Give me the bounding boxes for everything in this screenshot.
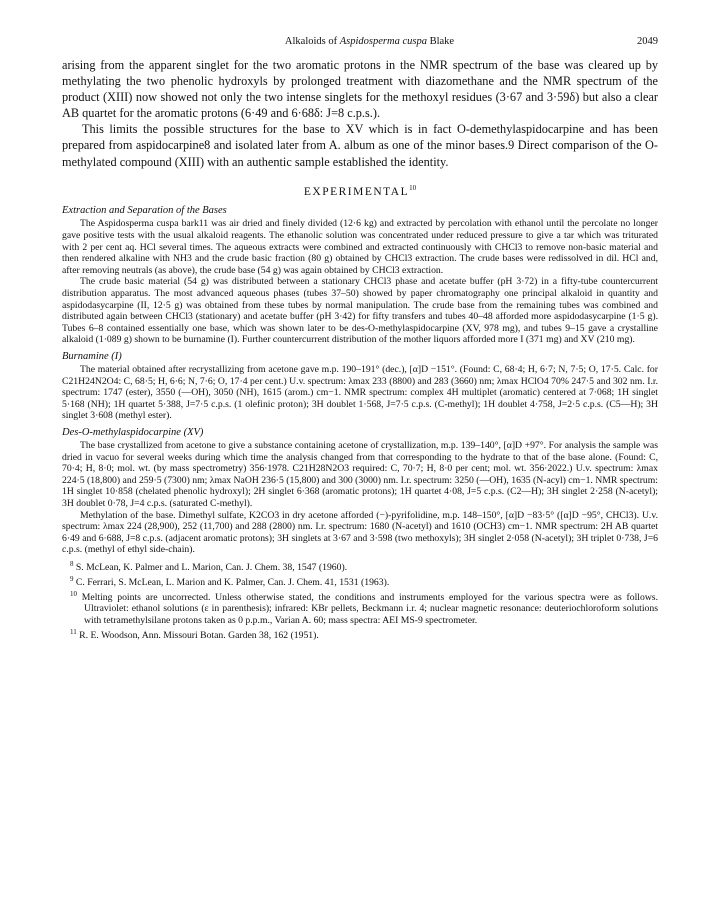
experimental-body [62, 205, 658, 555]
intro-paragraph: arising from the apparent singlet for the two aromatic protons in the NMR spectrum of the base was cleared up by methylating the two phenolic hydroxyls by prolonged treatment with diazomethane and the NMR spectrum of the product (XIII) now showed not only the two intense singlets for the methoxyl residues (3·67 and 3·59δ) but also a clear AB quartet for the aromatic protons (6·49 and 6·68δ: J=8 c.p.s.). [62, 58, 658, 121]
section-paragraph: Methylation of the base. Dimethyl sulfate, K2CO3 in dry acetone afforded (−)-pyrifolidine, m.p. 148–150°, [α]D −83·5° ([α]D −95°, CHCl3). U.v. spectrum: λmax 224 (28,900), 252 (11,700) and 288 (2800) nm. I.r. spectrum: 1680 (N-acetyl) and 1610 (OCH3) cm−1. NMR spectrum: 2H AB quartet 6·49 and 6·688, J=8 c.p.s. (adjacent aromatic protons); 3H singlets at 3·67 and 3·598 (two methoxyls); 3H singlet 2·058 (N-acetyl); 3H triplet 0·738, J=6 c.p.s. (methyl of ethyl side-chain). [62, 509, 658, 556]
section-title: Des-O-methylaspidocarpine (XV) [62, 426, 204, 438]
section-paragraph: The crude basic material (54 g) was distributed between a stationary CHCl3 phase and acetate buffer (pH 3·72) in a fifty-tube countercurrent distribution apparatus. The most advanced aqueous phases (tubes 37–50) showed by paper chromatography one principal alkaloid in quantity and aspidodasycarpine (II, 12·5 g) was obtained from these tubes by normal manipulation. The crude base from the remaining tubes was combined and distributed again between CHCl3 (stationary) and acetate buffer (pH 3·42) for fifty transfers and tubes 40–48 afforded more aspidodasycarpine (1·5 g). Tubes 6–8 contained essentially one base, which was shown later to be des-O-methylaspidocarpine (XV, 978 mg), and tubes 9–15 gave a crystalline alkaloid (1·089 g) shown to be burnamine (I). Further countercurrent distribution of the mother liquors afforded more I (371 mg) and XV (210 mg). [62, 276, 658, 346]
section-paragraph: The Aspidosperma cuspa bark11 was air dried and finely divided (12·6 kg) and extracted by percolation with ethanol until the percolate no longer gave positive tests with the usual alkaloid reagents. The ethanolic solution was concentrated under reduced pressure to give a tar which was triturated with 2 per cent aq. HCl several times. The aqueous extracts were combined and extracted continuously with CHCl3 to remove non-basic material and then rendered alkaline with NH3 and the crude basic fraction (80 g) obtained by CHCl3 extraction. The crude bases were redissolved in dil. HCl and, after removing neutrals (as above), the crude base (54 g) was again obtained by CHCl3 extraction. [62, 218, 658, 276]
footnote: $^8$ S. McLean, K. Palmer and L. Marion, Can. J. Chem. 38, 1547 (1960). [70, 559, 348, 574]
footnote: $^9$ C. Ferrari, S. McLean, L. Marion and K. Palmer, Can. J. Chem. 41, 1531 (1963). [70, 574, 390, 588]
section-paragraph: The base crystallized from acetone to give a substance containing acetone of crystallization, m.p. 139–140°, [α]D +97°. For analysis the sample was dried in vacuo for several weeks during which time the analysis changed from that corresponding to the hydrate to that of the base alone. (Found: C, 70·4; H, 8·0; mol. wt. (by mass spectrometry) 356·1978. C21H28N2O3 required: C, 70·7; H, 8·0 per cent; mol. wt. 356·2022.) U.v. spectrum: λmax 224·5 (18,800) and 259·5 (7300) nm; λmax NaOH 236·5 (15,800) and 300 (3000) nm. I.r. spectrum: 3250 (—OH), 1635 (N-acyl) cm−1. NMR spectrum: 1H singlet 10·858 (chelated phenolic hydroxyl); 2H singlet 6·368 (aromatic protons); 1H quartet 4·08, J=5 c.p.s. (C2—H); 3H singlet 2·258 (N-acetyl); 3H doublet 0·78, J=4 c.p.s. (saturated C-methyl). [62, 439, 658, 509]
running-header [62, 36, 658, 47]
intro-text [62, 57, 658, 170]
running-title: Alkaloids of Aspidosperma cuspa Blake [284, 36, 455, 47]
experimental-heading: EXPERIMENTAL$^{10}$ [303, 183, 417, 198]
section-paragraph: The material obtained after recrystallizing from acetone gave m.p. 190–191° (dec.), [α]D −151°. (Found: C, 68·4; H, 6·7; N, 7·5; O, 17·5. Calc. for C21H24N2O4: C, 68·5; H, 6·6; N, 7·6; O, 17·4 per cent.) U.v. spectrum: λmax 233 (8800) and 283 (3660) nm; λmax HClO4 70% 247·5 and 302 nm. I.r. spectrum: 1747 (ester), 3550 (—OH), 3050 (NH), 1615 (arom.) cm−1. NMR spectrum: complex 4H multiplet (aromatic) centered at 7·068; 1H singlet 5·168 (NH); 1H quartet 5·388, J=7·5 c.p.s. (1 olefinic proton); 3H doublet 1·568, J=7·5 c.p.s. (C-methyl); 1H doublet 4·758, J=2·5 c.p.s. (C5—H); 3H singlet 3·608 (methyl ester). [62, 364, 658, 422]
footnote: $^{10}$ Melting points are uncorrected. Unless otherwise stated, the conditions and instruments employed for the various spectra were as follows. Ultraviolet: ethanol solutions (ε in parenthesis); infrared: KBr pellets, Beckmann i.r. 4; nuclear magnetic resonance: deuteriochloroform solutions with tetramethylsilane protons taken as 0 p.p.m., Varian A. 60; mass spectra: AEI MS-9 spectrometer. [70, 589, 659, 626]
footnotes [62, 559, 658, 642]
section-title: Burnamine (I) [62, 351, 122, 363]
intro-paragraph: This limits the possible structures for the base to XV which is in fact O-demethylaspidocarpine and has been prepared from aspidocarpine8 and isolated later from A. album as one of the minor bases.9 Direct comparison of the O-methylated compound (XIII) with an authentic sample established the identity. [62, 122, 658, 169]
footnote: $^{11}$ R. E. Woodson, Ann. Missouri Botan. Garden 38, 162 (1951). [70, 627, 319, 641]
section-title: Extraction and Separation of the Bases [62, 205, 227, 217]
page-number: 2049 [637, 36, 658, 47]
journal-page [62, 36, 658, 641]
